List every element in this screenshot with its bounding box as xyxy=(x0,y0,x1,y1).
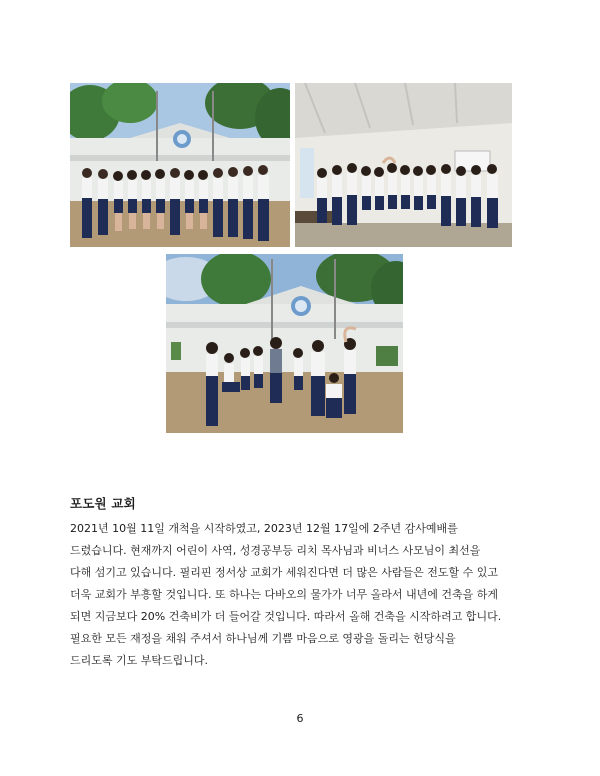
group-photo-outdoor-2 xyxy=(166,254,403,433)
section-paragraph xyxy=(70,518,532,672)
group-photo-indoor xyxy=(295,83,512,247)
paragraph-line: 더욱 교회가 부흥할 것입니다. 또 하나는 다바오의 물가가 너무 올라서 내년에 건축을 하게 xyxy=(70,588,498,601)
paragraph-line: 드리도록 기도 부탁드립니다. xyxy=(70,654,209,667)
group-photo-outdoor-1 xyxy=(70,83,290,247)
section-heading: 포도원 교회 xyxy=(70,496,136,511)
paragraph-line: 되면 지금보다 20% 건축비가 더 들어갈 것입니다. 따라서 올해 건축을 시작하려고 합니다. xyxy=(70,610,502,623)
paragraph-line: 필요한 모든 재정을 채워 주셔서 하나님께 기쁨 마음으로 영광을 돌리는 헌당식을 xyxy=(70,632,456,645)
paragraph-line: 다해 섬기고 있습니다. 필리핀 정서상 교회가 세워진다면 더 많은 사람들은 전도할 수 있고 xyxy=(70,566,498,579)
page-number: 6 xyxy=(296,712,304,725)
paragraph-line: 드렸습니다. 현재까지 어린이 사역, 성경공부등 리치 목사님과 비너스 사모님이 최선을 xyxy=(70,544,481,557)
paragraph-line: 2021년 10월 11일 개척을 시작하였고, 2023년 12월 17일에 2주년 감사예배를 xyxy=(70,522,458,535)
